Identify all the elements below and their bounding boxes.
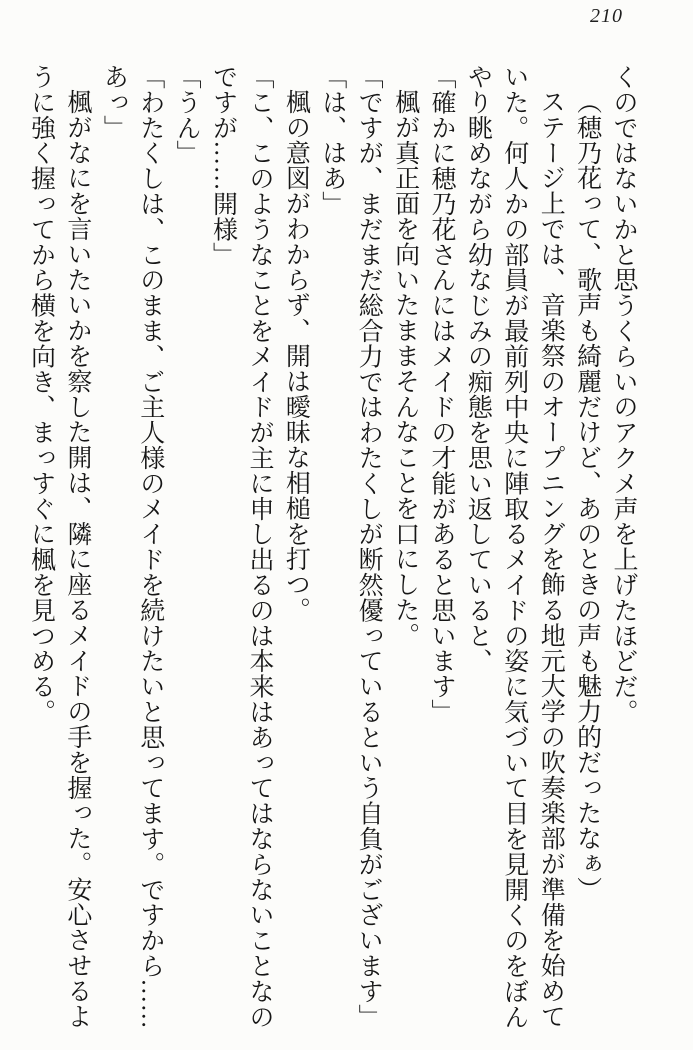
text-line: うに強く握ってから横を向き、まっすぐに楓を見つめる。: [27, 64, 55, 725]
text-line: ステージ上では、音楽祭のオープニングを飾る地元大学の吹奏楽部が準備を始めて: [537, 89, 565, 1029]
text-line: 「ですが、まだまだ総合力ではわたくしが断然優っているという自負がございます」: [355, 64, 383, 1030]
text-line: あっ」: [100, 64, 128, 141]
text-line: やり眺めながら幼なじみの痴態を思い返していると、: [464, 64, 492, 674]
text-line: 「確かに穂乃花さんにはメイドの才能があると思います」: [427, 64, 455, 725]
vertical-text-block: [22, 64, 641, 1036]
text-line: 「うん」: [173, 64, 201, 166]
text-line: 「わたくしは、このまま、ご主人様のメイドを続けたいと思ってます。ですから……: [136, 64, 164, 1030]
text-line: くのではないかと思うくらいのアクメ声を上げたほどだ。: [610, 64, 637, 725]
text-line: 「こ、このようなことをメイドが主に申し出るのは本来はあってはならないことなの: [245, 64, 273, 1030]
page-number: 210: [590, 5, 623, 27]
text-line: ですが……開様」: [209, 64, 237, 268]
text-line: 「は、はあ」: [318, 64, 346, 217]
text-line: （穂乃花って、歌声も綺麗だけど、あのときの声も魅力的だったなぁ）: [573, 89, 601, 902]
text-line: 楓が真正面を向いたままそんなことを口にした。: [391, 89, 419, 648]
text-line: 楓の意図がわからず、開は曖昧な相槌を打つ。: [282, 89, 310, 623]
text-line: 楓がなにを言いたいかを察した開は、隣に座るメイドの手を握った。安心させるよ: [63, 89, 91, 1029]
text-line: いた。何人かの部員が最前列中央に陣取るメイドの姿に気づいて目を見開くのをぼん: [500, 64, 528, 1030]
